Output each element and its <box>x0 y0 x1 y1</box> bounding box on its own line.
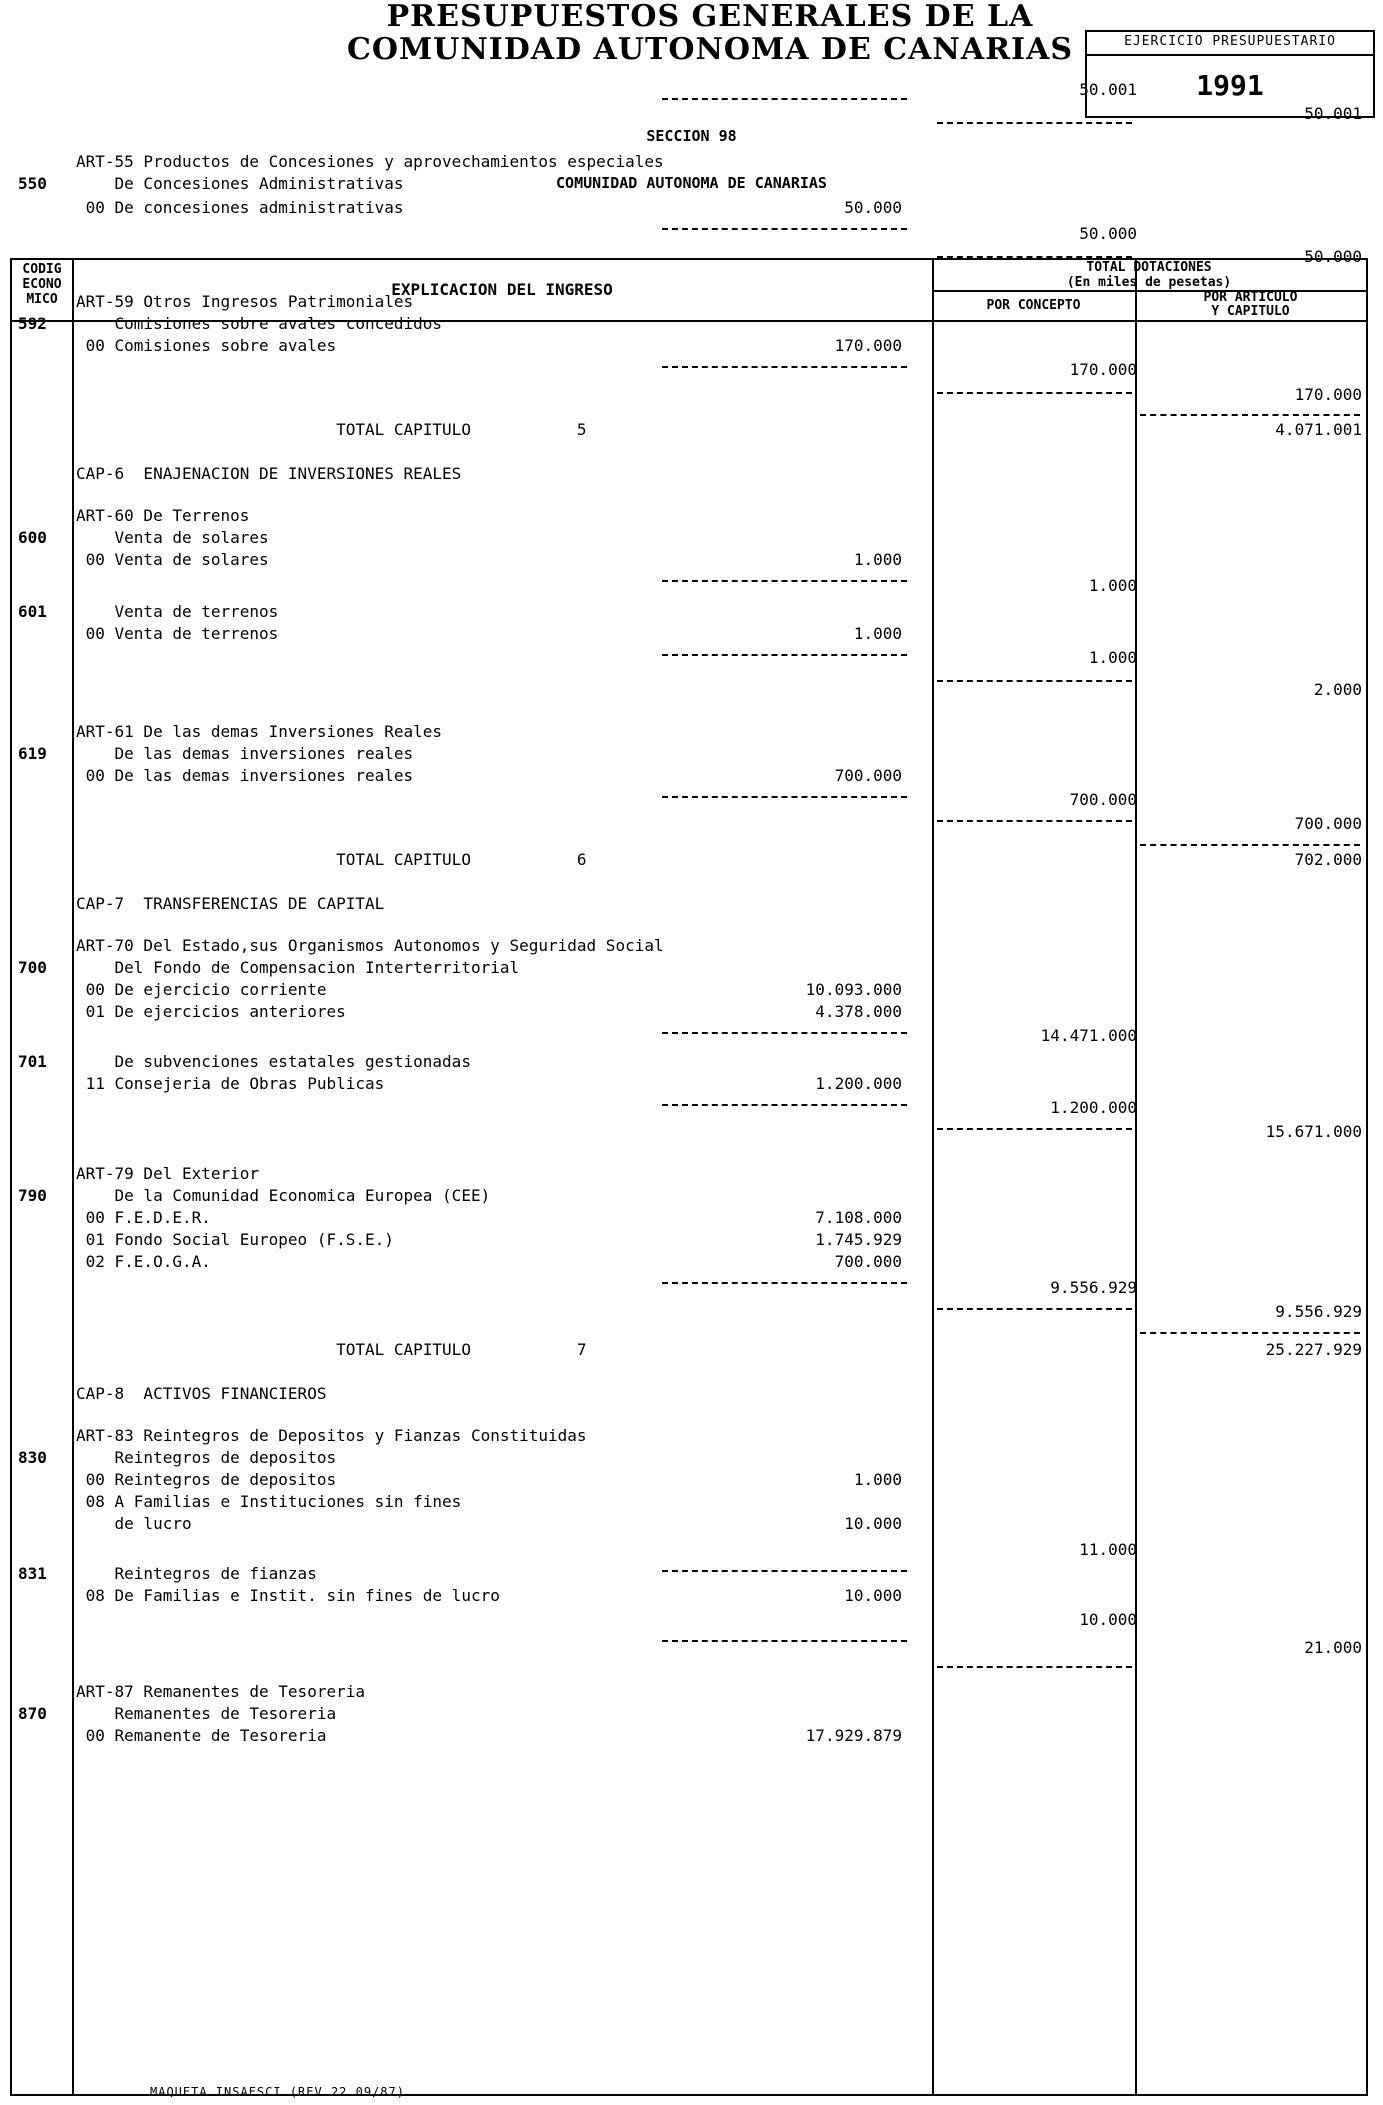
row-description: 00 De concesiones administrativas <box>76 198 404 217</box>
row-description: 00 Comisiones sobre avales <box>76 336 337 355</box>
row-por-concepto: 50.001 <box>1079 80 1137 99</box>
row-description: Comisiones sobre avales concedidos <box>76 314 443 333</box>
row-description: ART-61 De las demas Inversiones Reales <box>76 722 443 741</box>
table-row <box>12 1470 1370 1490</box>
separator-line <box>662 654 907 656</box>
row-description: de lucro <box>76 1514 192 1533</box>
row-description: ART-87 Remanentes de Tesoreria <box>76 1682 365 1701</box>
row-por-articulo: 21.000 <box>1304 1638 1362 1657</box>
table-row <box>12 744 1370 764</box>
row-amount: 1.745.929 <box>815 1230 902 1249</box>
separator-line <box>662 366 907 368</box>
separator-line <box>662 228 907 230</box>
row-description: 00 Remanente de Tesoreria <box>76 1726 327 1745</box>
title-line-1: PRESUPUESTOS GENERALES DE LA <box>386 0 1034 34</box>
separator-line <box>662 98 907 100</box>
row-description: 02 F.E.O.G.A. <box>76 1252 211 1271</box>
table-row <box>12 1682 1370 1702</box>
row-description: CAP-6 ENAJENACION DE INVERSIONES REALES <box>76 464 462 483</box>
table-row <box>12 80 1370 100</box>
separator-line <box>937 1308 1132 1310</box>
row-por-articulo: 700.000 <box>1294 814 1362 833</box>
table-row <box>12 980 1370 1000</box>
separator-line <box>937 820 1132 822</box>
title-line-2: COMUNIDAD AUTONOMA DE CANARIAS <box>346 32 1074 67</box>
row-por-articulo: 4.071.001 <box>1275 420 1362 439</box>
row-description: 00 Venta de solares <box>76 550 269 569</box>
row-description: ART-59 Otros Ingresos Patrimoniales <box>76 292 414 311</box>
row-por-concepto: 11.000 <box>1079 1540 1137 1559</box>
page-footer: MAQUETA INSAESCI (REV 22 09/87) <box>150 2085 405 2099</box>
table-row <box>12 576 1370 596</box>
row-description: De Concesiones Administrativas <box>76 174 404 193</box>
row-code: 870 <box>18 1704 47 1723</box>
table-row <box>12 1052 1370 1072</box>
table-row <box>12 1278 1370 1298</box>
row-description: 01 De ejercicios anteriores <box>76 1002 346 1021</box>
row-description: Venta de terrenos <box>76 602 279 621</box>
page-subtitle: COMUNIDAD AUTONOMA DE CANARIAS <box>556 174 827 192</box>
table-row <box>12 174 1370 194</box>
row-amount: 10.000 <box>844 1514 902 1533</box>
table-row <box>12 528 1370 548</box>
row-description: ART-79 Del Exterior <box>76 1164 260 1183</box>
separator-line <box>662 1570 907 1572</box>
row-por-concepto: 50.000 <box>1079 224 1137 243</box>
row-description: Reintegros de fianzas <box>76 1564 317 1583</box>
row-amount: 700.000 <box>834 1252 902 1271</box>
header-por-articulo: POR ARTICULO Y CAPITULO <box>1203 290 1298 319</box>
table-row <box>12 1098 1370 1118</box>
row-description: 01 Fondo Social Europeo (F.S.E.) <box>76 1230 394 1249</box>
separator-line <box>1140 414 1360 416</box>
table-row <box>12 1026 1370 1046</box>
row-description: ART-83 Reintegros de Depositos y Fianzas Constituidas <box>76 1426 587 1445</box>
separator-line <box>662 1640 907 1642</box>
row-description: 11 Consejeria de Obras Publicas <box>76 1074 385 1093</box>
row-description: CAP-8 ACTIVOS FINANCIEROS <box>76 1384 327 1403</box>
table-row <box>12 722 1370 742</box>
table-row <box>12 360 1370 380</box>
row-por-articulo: 50.000 <box>1304 247 1362 266</box>
row-description: TOTAL CAPITULO 7 <box>76 1340 587 1359</box>
separator-line <box>937 122 1132 124</box>
table-row <box>12 464 1370 484</box>
table-row <box>12 680 1370 700</box>
table-row <box>12 1340 1370 1360</box>
table-row <box>12 850 1370 870</box>
row-amount: 50.000 <box>844 198 902 217</box>
separator-line <box>937 392 1132 394</box>
separator-line <box>662 580 907 582</box>
table-row <box>12 1252 1370 1272</box>
table-row <box>12 766 1370 786</box>
ejercicio-year: 1991 <box>1196 69 1264 102</box>
table-row <box>12 224 1370 244</box>
row-por-concepto: 1.200.000 <box>1050 1098 1137 1117</box>
row-amount: 1.000 <box>853 550 902 569</box>
row-description: CAP-7 TRANSFERENCIAS DE CAPITAL <box>76 894 385 913</box>
row-description: 08 De Familias e Instit. sin fines de lucro <box>76 1586 500 1605</box>
table-row <box>12 550 1370 570</box>
row-por-concepto: 1.000 <box>1088 648 1137 667</box>
row-por-concepto: 14.471.000 <box>1040 1026 1137 1045</box>
table-row <box>12 1540 1370 1560</box>
table-row <box>12 314 1370 334</box>
header-codigo: CODIG ECONO MICO <box>22 262 62 307</box>
table-row <box>12 1514 1370 1534</box>
header-total-dotaciones: TOTAL DOTACIONES (En miles de pesetas) <box>1066 260 1232 290</box>
row-code: 700 <box>18 958 47 977</box>
row-code: 831 <box>18 1564 47 1583</box>
row-description: 00 Venta de terrenos <box>76 624 279 643</box>
row-por-articulo: 25.227.929 <box>1265 1340 1362 1359</box>
row-code: 601 <box>18 602 47 621</box>
table-row <box>12 936 1370 956</box>
table-row <box>12 1302 1370 1322</box>
row-description: 00 De las demas inversiones reales <box>76 766 414 785</box>
table-row <box>12 958 1370 978</box>
table-row <box>12 648 1370 668</box>
table-row <box>12 247 1370 267</box>
row-description: ART-55 Productos de Concesiones y aprovechamientos especiales <box>76 152 664 171</box>
row-description: Reintegros de depositos <box>76 1448 337 1467</box>
row-amount: 10.093.000 <box>805 980 902 999</box>
row-amount: 1.200.000 <box>815 1074 902 1093</box>
row-code: 592 <box>18 314 47 333</box>
separator-line <box>937 1128 1132 1130</box>
table-row <box>12 292 1370 312</box>
row-por-articulo: 50.001 <box>1304 104 1362 123</box>
row-por-concepto: 1.000 <box>1088 576 1137 595</box>
table-row <box>12 1230 1370 1250</box>
separator-line <box>662 1032 907 1034</box>
table-row <box>12 602 1370 622</box>
row-description: 08 A Familias e Instituciones sin fines <box>76 1492 462 1511</box>
table-row <box>12 1726 1370 1746</box>
row-description: ART-70 Del Estado,sus Organismos Autonomos y Seguridad Social <box>76 936 664 955</box>
row-amount: 1.000 <box>853 1470 902 1489</box>
row-code: 701 <box>18 1052 47 1071</box>
row-description: 00 F.E.D.E.R. <box>76 1208 211 1227</box>
row-por-concepto: 10.000 <box>1079 1610 1137 1629</box>
table-row <box>12 104 1370 124</box>
row-amount: 7.108.000 <box>815 1208 902 1227</box>
separator-line <box>937 680 1132 682</box>
row-code: 830 <box>18 1448 47 1467</box>
row-description: ART-60 De Terrenos <box>76 506 250 525</box>
row-por-concepto: 170.000 <box>1069 360 1137 379</box>
table-row <box>12 336 1370 356</box>
table-row <box>12 1586 1370 1606</box>
row-amount: 170.000 <box>834 336 902 355</box>
row-description: Venta de solares <box>76 528 269 547</box>
separator-line <box>662 1282 907 1284</box>
table-row <box>12 1426 1370 1446</box>
row-por-concepto: 9.556.929 <box>1050 1278 1137 1297</box>
separator-line <box>937 256 1132 258</box>
table-row <box>12 506 1370 526</box>
row-code: 550 <box>18 174 47 193</box>
table-row <box>12 1186 1370 1206</box>
row-por-concepto: 700.000 <box>1069 790 1137 809</box>
table-row <box>12 1564 1370 1584</box>
table-row <box>12 385 1370 405</box>
seccion-label: SECCION 98 <box>646 127 737 145</box>
row-por-articulo: 2.000 <box>1313 680 1362 699</box>
row-amount: 4.378.000 <box>815 1002 902 1021</box>
table-row <box>12 1074 1370 1094</box>
row-amount: 1.000 <box>853 624 902 643</box>
header-explicacion: EXPLICACION DEL INGRESO <box>391 280 613 299</box>
row-por-articulo: 702.000 <box>1294 850 1362 869</box>
row-por-articulo: 9.556.929 <box>1275 1302 1362 1321</box>
row-amount: 700.000 <box>834 766 902 785</box>
table-row <box>12 814 1370 834</box>
row-code: 600 <box>18 528 47 547</box>
row-description: Remanentes de Tesoreria <box>76 1704 337 1723</box>
table-row <box>12 1122 1370 1142</box>
row-description: TOTAL CAPITULO 5 <box>76 420 587 439</box>
table-row <box>12 1208 1370 1228</box>
row-por-articulo: 170.000 <box>1294 385 1362 404</box>
row-description: De la Comunidad Economica Europea (CEE) <box>76 1186 491 1205</box>
separator-line <box>937 1666 1132 1668</box>
separator-line <box>1140 1332 1360 1334</box>
table-row <box>12 1610 1370 1630</box>
table-row <box>12 152 1370 172</box>
table-row <box>12 624 1370 644</box>
table-row <box>12 1002 1370 1022</box>
row-amount: 10.000 <box>844 1586 902 1605</box>
table-row <box>12 420 1370 440</box>
row-code: 790 <box>18 1186 47 1205</box>
row-code: 619 <box>18 744 47 763</box>
ejercicio-label: EJERCICIO PRESUPUESTARIO <box>1087 32 1373 56</box>
table-row <box>12 1492 1370 1512</box>
table-row <box>12 790 1370 810</box>
row-description: Del Fondo de Compensacion Interterritorial <box>76 958 520 977</box>
header-por-concepto: POR CONCEPTO <box>986 298 1081 313</box>
table-row <box>12 198 1370 218</box>
table-row <box>12 1448 1370 1468</box>
row-por-articulo: 15.671.000 <box>1265 1122 1362 1141</box>
table-row <box>12 1384 1370 1404</box>
row-description: 00 Reintegros de depositos <box>76 1470 337 1489</box>
table-row <box>12 894 1370 914</box>
row-description: De subvenciones estatales gestionadas <box>76 1052 471 1071</box>
row-description: 00 De ejercicio corriente <box>76 980 327 999</box>
separator-line <box>662 1104 907 1106</box>
separator-line <box>1140 844 1360 846</box>
row-description: TOTAL CAPITULO 6 <box>76 850 587 869</box>
table-row <box>12 1164 1370 1184</box>
separator-line <box>662 796 907 798</box>
row-amount: 17.929.879 <box>805 1726 902 1745</box>
document-title <box>340 0 1080 66</box>
table-row <box>12 1704 1370 1724</box>
row-description: De las demas inversiones reales <box>76 744 414 763</box>
